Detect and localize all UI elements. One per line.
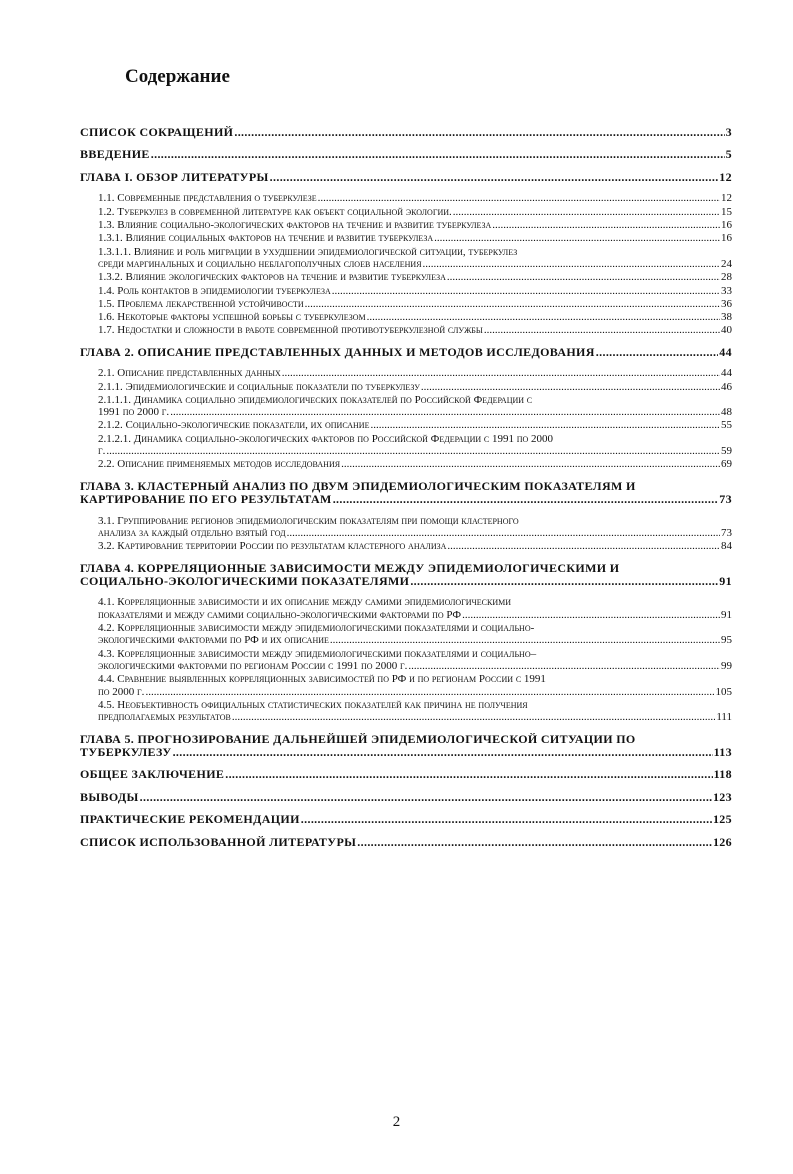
toc-page-number: 46 bbox=[721, 380, 732, 393]
toc-entry-title-first-line: 4.1. Корреляционные зависимости и их описание между самими эпидемиологическими bbox=[98, 596, 511, 609]
toc-dot-leader bbox=[596, 346, 719, 359]
toc-entry-title: 1.2. Туберкулез в современной литературе как объект социальной экологии. bbox=[98, 205, 452, 218]
toc-entry-title: 2.1.1. Эпидемиологические и социальные показатели по туберкулезу bbox=[98, 380, 420, 393]
toc-dot-leader bbox=[341, 458, 720, 470]
toc-page-number: 16 bbox=[721, 232, 732, 245]
toc-entry-title: экологическими факторами по регионам России с 1991 по 2000 г. bbox=[98, 659, 408, 672]
toc-dot-leader bbox=[232, 711, 715, 723]
toc-entry-title: ТУБЕРКУЛЕЗУ bbox=[80, 744, 172, 759]
toc-entry-title: 3.2. Картирование территории России по результатам кластерного анализа bbox=[98, 540, 447, 553]
toc-page-number: 15 bbox=[721, 205, 732, 218]
toc-dot-leader bbox=[447, 540, 720, 552]
toc-page-number: 12 bbox=[721, 192, 732, 205]
toc-page-number: 91 bbox=[721, 608, 732, 621]
toc-dot-leader bbox=[106, 445, 720, 457]
toc-entry-title-first-line: 4.4. Сравнение выявленных корреляционных зависимостей по РФ и по регионам России с 1991 bbox=[98, 673, 546, 686]
toc-entry-title: предполагаемых результатов bbox=[98, 711, 231, 724]
toc-section-entry[interactable] bbox=[80, 419, 732, 431]
toc-entry-title: 2.1.2. Социально-экологические показатели, их описание bbox=[98, 419, 370, 432]
toc-dot-leader bbox=[370, 419, 720, 431]
toc-page-number: 95 bbox=[721, 634, 732, 647]
toc-entry-title: показателями и между самими социально-экологическими факторами по РФ bbox=[98, 608, 462, 621]
toc-entry-title: СОЦИАЛЬНО-ЭКОЛОГИЧЕСКИМИ ПОКАЗАТЕЛЯМИ bbox=[80, 573, 410, 588]
toc-entry-title: 1991 по 2000 г. bbox=[98, 406, 170, 419]
toc-entry-title: 1.3.1. Влияние социальных факторов на течение и развитие туберкулеза bbox=[98, 232, 434, 245]
toc-dot-leader bbox=[357, 836, 712, 849]
toc-section-entry[interactable] bbox=[80, 324, 732, 336]
toc-page-number: 69 bbox=[721, 458, 732, 471]
toc-section-entry[interactable] bbox=[80, 206, 732, 218]
toc-entry-title: экологическими факторами по РФ и их описание bbox=[98, 634, 329, 647]
toc-chapter-entry[interactable] bbox=[80, 148, 732, 161]
toc-chapter-entry[interactable] bbox=[80, 733, 732, 760]
toc-chapter-entry[interactable] bbox=[80, 346, 732, 359]
toc-entry-title-first-line: 1.3.1.1. Влияние и роль миграции в ухудшении эпидемиологической ситуации, туберкулез bbox=[98, 245, 518, 258]
toc-entry-title: г. bbox=[98, 445, 106, 458]
table-of-contents bbox=[80, 126, 732, 849]
toc-page-number: 84 bbox=[721, 540, 732, 553]
toc-dot-leader bbox=[318, 192, 720, 204]
toc-dot-leader bbox=[421, 381, 720, 393]
toc-dot-leader bbox=[453, 206, 720, 218]
toc-dot-leader bbox=[330, 634, 720, 646]
toc-chapter-entry[interactable] bbox=[80, 836, 732, 849]
toc-page-number: 55 bbox=[721, 419, 732, 432]
toc-entry-title: СПИСОК СОКРАЩЕНИЙ bbox=[80, 125, 234, 139]
toc-section-entry[interactable] bbox=[80, 298, 732, 310]
toc-section-entry[interactable] bbox=[80, 219, 732, 231]
toc-page-number: 16 bbox=[721, 218, 732, 231]
toc-page-number: 59 bbox=[721, 445, 732, 458]
toc-dot-leader bbox=[447, 271, 720, 283]
toc-dot-leader bbox=[492, 219, 720, 231]
toc-entry-title: 1.7. Недостатки и сложности в работе современной противотуберкулезной службы bbox=[98, 324, 483, 337]
toc-page-number: 28 bbox=[721, 271, 732, 284]
toc-entry-title-first-line: 4.3. Корреляционные зависимости между эпидемиологическими показателями и социально– bbox=[98, 647, 537, 660]
toc-dot-leader bbox=[367, 311, 720, 323]
toc-section-entry[interactable] bbox=[80, 458, 732, 470]
toc-entry-title: по 2000 г. bbox=[98, 685, 145, 698]
toc-entry-title: ВЫВОДЫ bbox=[80, 789, 139, 804]
toc-section-entry[interactable] bbox=[80, 673, 732, 698]
toc-entry-title: 1.3. Влияние социально-экологических факторов на течение и развитие туберкулеза bbox=[98, 218, 492, 231]
toc-entry-title-first-line: 3.1. Группирование регионов эпидемиологическим показателям при помощи кластерного bbox=[98, 514, 519, 527]
toc-entry-title: ОБЩЕЕ ЗАКЛЮЧЕНИЕ bbox=[80, 767, 225, 782]
toc-dot-leader bbox=[270, 171, 719, 184]
toc-entry-title: 2.1. Описание представленных данных bbox=[98, 367, 281, 380]
toc-page-number: 3 bbox=[725, 125, 732, 139]
toc-dot-leader bbox=[140, 791, 712, 804]
toc-entry-title-first-line: 4.2. Корреляционные зависимости между эпидемиологическими показателями и социально- bbox=[98, 622, 535, 634]
page-number: 2 bbox=[392, 1114, 401, 1130]
toc-entry-title-first-line: 2.1.2.1. Динамика социально-экологических факторов по Российской Федерации с 1991 по 2000 bbox=[98, 432, 554, 445]
toc-dot-leader bbox=[145, 686, 714, 698]
toc-page-number: 44 bbox=[721, 367, 732, 380]
toc-page-number: 118 bbox=[713, 767, 732, 782]
toc-dot-leader bbox=[408, 660, 720, 672]
toc-entry-title-first-line: ГЛАВА 5. ПРОГНОЗИРОВАНИЕ ДАЛЬНЕЙШЕЙ ЭПИДЕМИОЛОГИЧЕСКОЙ СИТУАЦИИ ПО bbox=[80, 731, 636, 746]
toc-section-entry[interactable] bbox=[80, 232, 732, 244]
toc-chapter-entry[interactable] bbox=[80, 480, 732, 507]
toc-dot-leader bbox=[173, 746, 713, 759]
toc-entry-title-first-line: 2.1.1.1. Динамика социально эпидемиологических показателей по Российской Федерации с bbox=[98, 393, 533, 406]
toc-page-number: 48 bbox=[721, 406, 732, 419]
toc-chapter-entry[interactable] bbox=[80, 171, 732, 184]
toc-page-number: 38 bbox=[721, 311, 732, 324]
toc-section-entry[interactable] bbox=[80, 285, 732, 297]
toc-dot-leader bbox=[170, 406, 720, 418]
toc-entry-title: 1.3.2. Влияние экологических факторов на течение и развитие туберкулеза bbox=[98, 271, 446, 284]
toc-entry-title: СПИСОК ИСПОЛЬЗОВАННОЙ ЛИТЕРАТУРЫ bbox=[80, 834, 357, 849]
toc-page-number: 12 bbox=[719, 169, 732, 184]
toc-page-number: 99 bbox=[721, 659, 732, 672]
toc-dot-leader bbox=[301, 813, 712, 826]
toc-dot-leader bbox=[287, 527, 720, 539]
toc-entry-title: 1.5. Проблема лекарственной устойчивости bbox=[98, 297, 304, 310]
toc-page-number: 44 bbox=[719, 344, 732, 359]
toc-page-number: 24 bbox=[721, 257, 732, 270]
toc-entry-title: 2.2. Описание применяемых методов исследования bbox=[98, 458, 341, 471]
toc-section-entry[interactable] bbox=[80, 433, 732, 458]
toc-dot-leader bbox=[410, 575, 718, 588]
toc-dot-leader bbox=[332, 285, 720, 297]
toc-page-number: 105 bbox=[715, 685, 732, 698]
toc-section-entry[interactable] bbox=[80, 622, 732, 647]
toc-entry-title: ПРАКТИЧЕСКИЕ РЕКОМЕНДАЦИИ bbox=[80, 812, 300, 827]
toc-chapter-entry[interactable] bbox=[80, 126, 732, 139]
toc-entry-title-first-line: 4.5. Необъективность официальных статистических показателей как причина не получения bbox=[98, 698, 528, 711]
toc-section-entry[interactable] bbox=[80, 381, 732, 393]
toc-page-number: 33 bbox=[721, 284, 732, 297]
toc-entry-title-first-line: ГЛАВА 4. КОРРЕЛЯЦИОННЫЕ ЗАВИСИМОСТИ МЕЖДУ ЭПИДЕМИОЛОГИЧЕСКИМИ И bbox=[80, 560, 620, 575]
toc-section-entry[interactable] bbox=[80, 367, 732, 379]
toc-page-number: 73 bbox=[719, 492, 732, 507]
toc-dot-leader bbox=[484, 324, 720, 336]
toc-section-entry[interactable] bbox=[80, 540, 732, 552]
toc-page-number: 91 bbox=[719, 573, 732, 588]
toc-dot-leader bbox=[225, 768, 712, 781]
toc-page-number: 40 bbox=[721, 324, 732, 337]
toc-page-number: 125 bbox=[712, 812, 732, 827]
toc-section-entry[interactable] bbox=[80, 192, 732, 204]
toc-section-entry[interactable] bbox=[80, 699, 732, 724]
toc-entry-title-first-line: ГЛАВА 3. КЛАСТЕРНЫЙ АНАЛИЗ ПО ДВУМ ЭПИДЕМИОЛОГИЧЕСКИМ ПОКАЗАТЕЛЯМ И bbox=[80, 478, 636, 493]
toc-entry-title: ГЛАВА 2. ОПИСАНИЕ ПРЕДСТАВЛЕННЫХ ДАННЫХ И МЕТОДОВ ИССЛЕДОВАНИЯ bbox=[80, 344, 595, 359]
toc-entry-title: 1.6. Некоторые факторы успешной борьбы с туберкулезом bbox=[98, 311, 366, 324]
page-title: Содержание bbox=[125, 66, 230, 87]
toc-dot-leader bbox=[151, 148, 725, 161]
toc-dot-leader bbox=[282, 367, 720, 379]
toc-page-number: 73 bbox=[721, 526, 732, 539]
toc-entry-title: среди маргинальных и социально неблагополучных слоев населения bbox=[98, 257, 422, 270]
toc-section-entry[interactable] bbox=[80, 246, 732, 271]
toc-dot-leader bbox=[434, 232, 720, 244]
toc-entry-title: КАРТИРОВАНИЕ ПО ЕГО РЕЗУЛЬТАТАМ bbox=[80, 492, 332, 507]
toc-page-number: 113 bbox=[713, 744, 732, 759]
toc-section-entry[interactable] bbox=[80, 394, 732, 419]
toc-section-entry[interactable] bbox=[80, 596, 732, 621]
toc-dot-leader bbox=[234, 126, 724, 139]
toc-section-entry[interactable] bbox=[80, 515, 732, 540]
toc-dot-leader bbox=[423, 258, 720, 270]
toc-entry-title: ВВЕДЕНИЕ bbox=[80, 147, 150, 162]
toc-entry-title: 1.1. Современные представления о туберкулезе bbox=[98, 192, 317, 205]
toc-entry-title: 1.4. Роль контактов в эпидемиологии туберкулеза bbox=[98, 284, 331, 297]
toc-entry-title: анализа за каждый отдельно взятый год bbox=[98, 526, 286, 539]
toc-page-number: 123 bbox=[712, 789, 732, 804]
toc-chapter-entry[interactable] bbox=[80, 791, 732, 804]
toc-page-number: 111 bbox=[716, 711, 732, 724]
toc-chapter-entry[interactable] bbox=[80, 813, 732, 826]
toc-page-number: 126 bbox=[712, 834, 732, 849]
toc-page-number: 36 bbox=[721, 297, 732, 310]
toc-dot-leader bbox=[462, 609, 720, 621]
toc-section-entry[interactable] bbox=[80, 311, 732, 323]
toc-section-entry[interactable] bbox=[80, 648, 732, 673]
toc-dot-leader bbox=[305, 298, 720, 310]
toc-chapter-entry[interactable] bbox=[80, 562, 732, 589]
toc-dot-leader bbox=[333, 493, 719, 506]
toc-page-number: 5 bbox=[725, 147, 732, 162]
toc-chapter-entry[interactable] bbox=[80, 768, 732, 781]
toc-entry-title: ГЛАВА I. ОБЗОР ЛИТЕРАТУРЫ bbox=[80, 169, 269, 184]
toc-section-entry[interactable] bbox=[80, 271, 732, 283]
